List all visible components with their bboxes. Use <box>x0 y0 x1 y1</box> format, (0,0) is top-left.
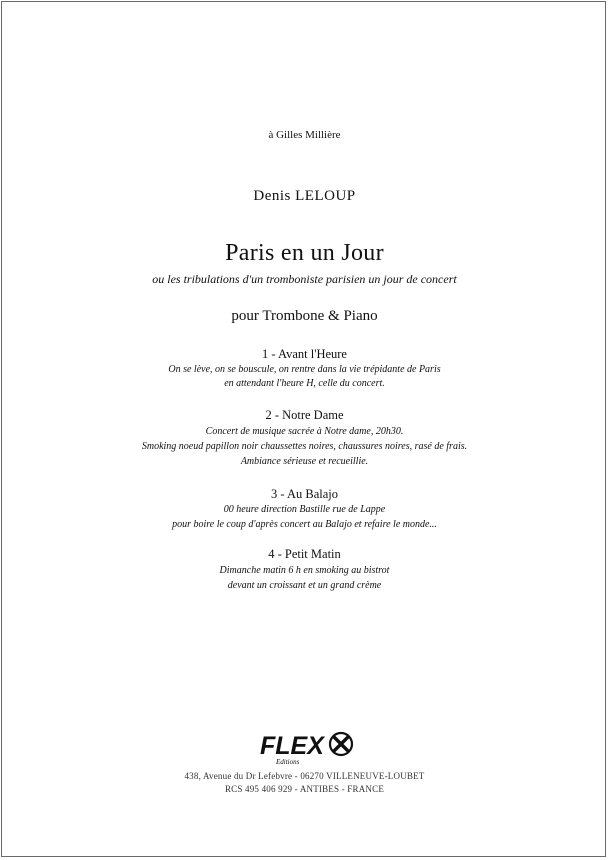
movement-1-line-1: On se lève, on se bouscule, on rentre dans la vie trépidante de Paris <box>168 364 441 375</box>
work-subtitle: ou les tribulations d'un tromboniste parisien un jour de concert <box>152 272 457 286</box>
movement-2-line-3: Ambiance sérieuse et recueillie. <box>240 456 369 467</box>
logo-wordmark: FLEX <box>260 732 324 760</box>
movement-4-title: 4 - Petit Matin <box>268 547 341 561</box>
publisher-registration: RCS 495 406 929 - ANTIBES - FRANCE <box>224 784 385 794</box>
work-title: Paris en un Jour <box>225 240 384 266</box>
movement-3-line-1: 00 heure direction Bastille rue de Lappe <box>223 504 386 515</box>
movement-3-title: 3 - Au Balajo <box>270 487 338 501</box>
instrumentation: pour Trombone & Piano <box>231 308 378 324</box>
movement-2-line-1: Concert de musique sacrée à Notre dame, 20h30. <box>205 426 404 437</box>
movement-2-title: 2 - Notre Dame <box>265 408 344 422</box>
movement-1-line-2: en attendant l'heure H, celle du concert. <box>224 378 385 389</box>
movement-1-title: 1 - Avant l'Heure <box>262 347 347 361</box>
logo-subtext: Editions <box>276 758 300 766</box>
movement-3-line-2: pour boire le coup d'après concert au Balajo et refaire le monde... <box>172 519 437 530</box>
composer-name: Denis LELOUP <box>253 188 356 204</box>
movement-2-line-2: Smoking noeud papillon noir chaussettes noires, chaussures noires, rasé de frais. <box>141 441 468 452</box>
movement-4-line-1: Dimanche matin 6 h en smoking au bistrot <box>219 565 390 576</box>
dedication: à Gilles Millière <box>268 129 341 141</box>
publisher-address: 438, Avenue du Dr Lefebvre - 06270 VILLENEUVE-LOUBET <box>184 771 425 781</box>
flex-editions-logo <box>258 729 354 767</box>
movement-4-line-2: devant un croissant et un grand crème <box>227 580 382 591</box>
